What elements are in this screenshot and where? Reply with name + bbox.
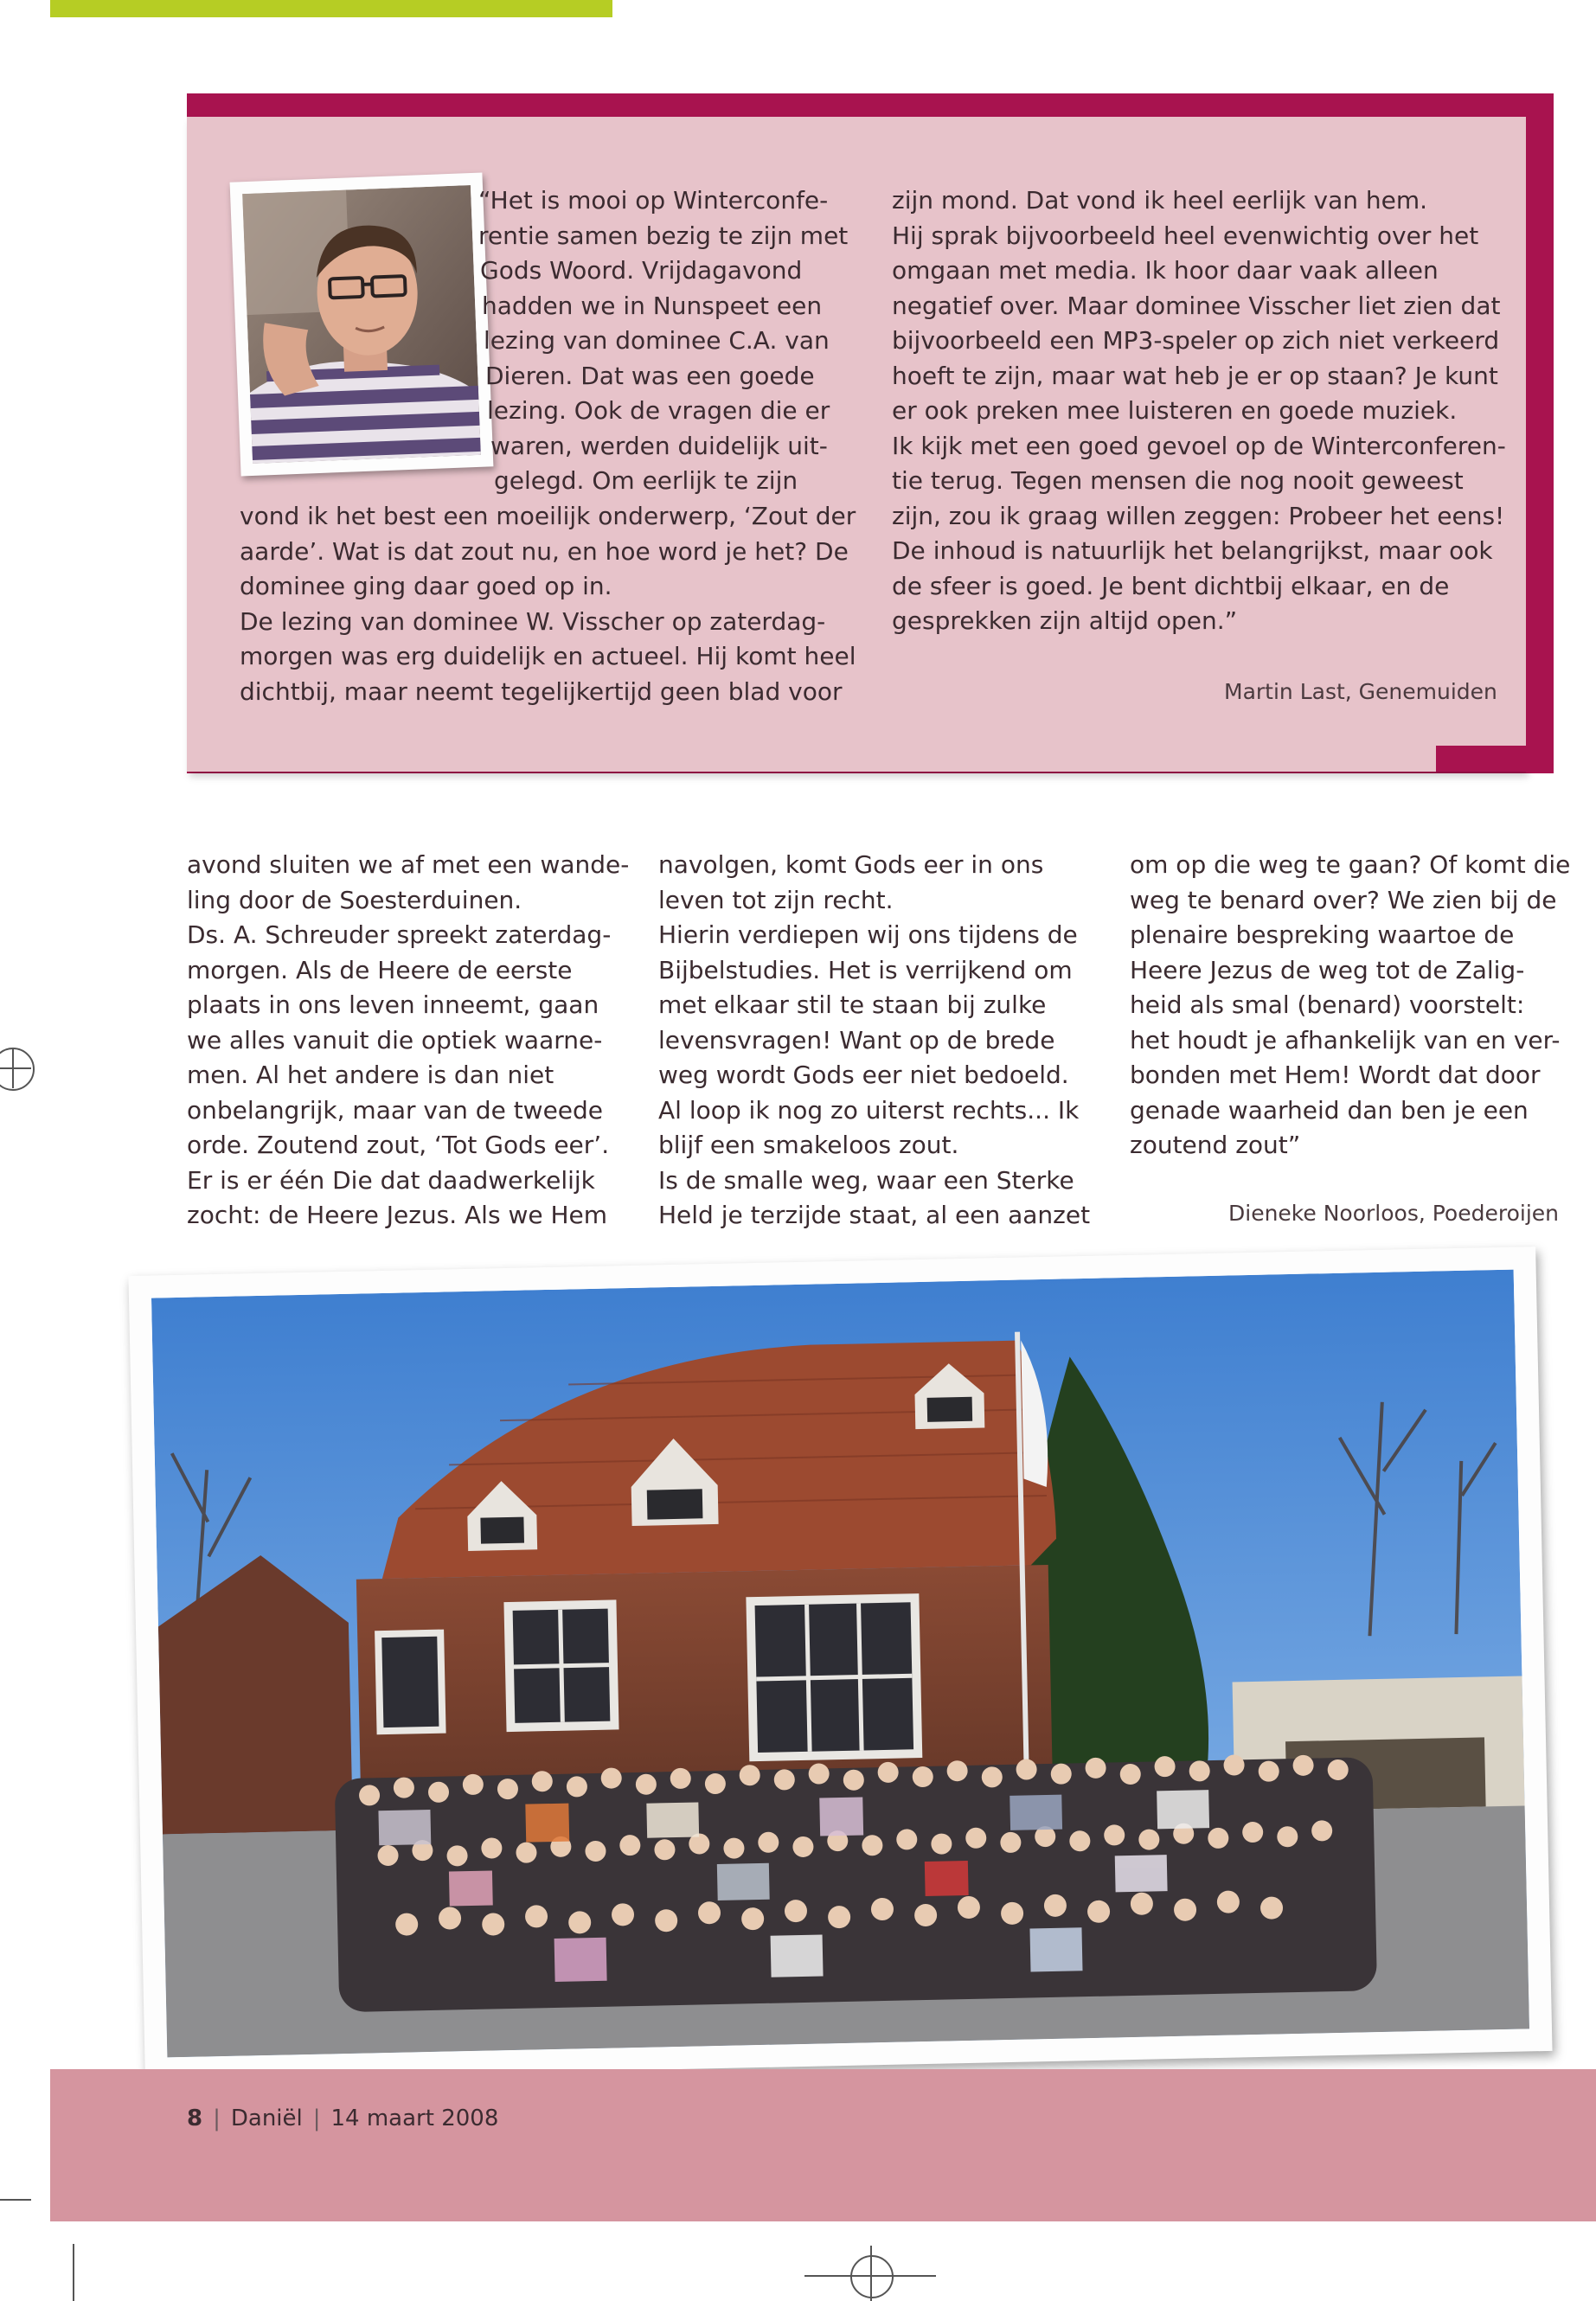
page-footer [187,2106,498,2131]
quote-line: dominee ging daar goed op in. [240,572,612,600]
quote-line: De inhoud is natuurlijk het belangrijkst, maar ook [892,536,1493,565]
issue-date: 14 maart 2008 [330,2106,499,2131]
quote-line: Hij sprak bijvoorbeeld heel evenwichtig over het [892,221,1479,250]
article-line: weg wordt Gods eer niet bedoeld. [658,1061,1069,1089]
quote-line: omgaan met media. Ik hoor daar vaak alleen [892,256,1439,285]
article-line: levensvragen! Want op de brede [658,1025,1055,1054]
article-line: orde. Zoutend zout, ‘Tot Gods eer’. [187,1131,610,1159]
article-line: Is de smalle weg, waar een Sterke [658,1165,1074,1195]
registration-mark [0,1048,35,1091]
article-line: avond sluiten we af met een wande- [187,850,630,879]
article-line: weg te benard over? We zien bij de [1130,885,1557,914]
article-line: genade waarheid dan ben je een [1130,1095,1529,1125]
article-line: Er is er één Die dat daadwerkelijk [187,1165,595,1195]
article-column-2 [658,848,1090,1234]
quote-line: “Het is mooi op Winterconfe- [478,186,829,215]
article-line: navolgen, komt Gods eer in ons [658,850,1044,879]
quote-line: gelegd. Om eerlijk te zijn [494,466,798,495]
footer-separator: | [312,2106,321,2131]
group-photo-image [151,1270,1529,2058]
article-line: Bijbelstudies. Het is verrijkend om [658,955,1073,984]
quote-line: tie terug. Tegen mensen die nog nooit geweest [892,466,1464,495]
portrait-image [242,185,481,464]
quote-line: bijvoorbeeld een MP3-speler op zich niet verkeerd [892,326,1500,355]
quote-line: waren, werden duidelijk uit- [490,431,828,460]
quote-box-stripe-right [1526,93,1554,772]
portrait-photo [230,173,494,477]
footer-separator: | [213,2106,221,2131]
article-line: zocht: de Heere Jezus. Als we Hem [187,1201,608,1229]
quote-line: Gods Woord. Vrijdagavond [480,256,803,285]
quote-line: Dieren. Dat was een goede [485,361,815,390]
crop-mark [73,2244,74,2301]
article-line: Held je terzijde staat, al een aanzet [658,1201,1091,1229]
footer-band [50,2069,1596,2221]
article-line: plaats in ons leven inneemt, gaan [187,990,599,1019]
article-line: met elkaar stil te staan bij zulke [658,990,1047,1019]
quote-line: Ik kijk met een goed gevoel op de Winterconferen- [892,431,1506,460]
quote1-intro [478,183,848,499]
article-line: Hierin verdiepen wij ons tijdens de [658,920,1078,949]
top-accent-bar [50,0,612,17]
article-line: ling door de Soesterduinen. [187,885,522,914]
quote-line: hadden we in Nunspeet een [482,291,823,320]
quote-line: vond ik het best een moeilijk onderwerp, ‘Zout der [240,502,856,530]
article-line: bonden met Hem! Wordt dat door [1130,1061,1541,1089]
article-line: Heere Jezus de weg tot de Zalig- [1130,955,1525,984]
quote-line: er ook preken mee luisteren en goede muziek. [892,396,1458,425]
quote-line: lezing van dominee C.A. van [484,326,830,355]
quote-box-stripe-bottom [1436,746,1554,772]
quote-line: zijn mond. Dat vond ik heel eerlijk van hem. [892,186,1428,215]
quote-line: aarde’. Wat is dat zout nu, en hoe word je het? De [240,536,849,566]
quote1-body-left [240,499,856,709]
article-line: leven tot zijn recht. [658,885,894,914]
article-line: het houdt je afhankelijk van en ver- [1130,1025,1561,1054]
quote-line: hoeft te zijn, maar wat heb je er op staan? Je kunt [892,361,1498,390]
article-line: heid als smal (benard) voorstelt: [1130,990,1525,1019]
registration-mark [850,2255,894,2298]
article-line: men. Al het andere is dan niet [187,1061,554,1089]
article-signature: Dieneke Noorloos, Poederoijen [1228,1201,1559,1226]
article-line: om op die weg te gaan? Of komt die [1130,850,1571,879]
article-line: morgen. Als de Heere de eerste [187,955,573,984]
quote-line: dichtbij, maar neemt tegelijkertijd geen blad voor [240,676,843,706]
article-line: Al loop ik nog zo uiterst rechts... Ik [658,1095,1080,1125]
group-photo [128,1247,1552,2080]
quote-line: rentie samen bezig te zijn met [478,221,849,250]
quote1-body-right [892,183,1506,639]
crowd [335,1752,1378,2012]
article-line: plenaire bespreking waartoe de [1130,920,1515,949]
quote-line: negatief over. Maar dominee Visscher liet zien dat [892,291,1501,320]
quote-line: lezing. Ook de vragen die er [487,396,830,425]
article-line: Ds. A. Schreuder spreekt zaterdag- [187,920,612,949]
article-column-1 [187,848,629,1234]
quote-line: de sfeer is goed. Je bent dichtbij elkaar, en de [892,571,1450,600]
crop-mark [0,2199,31,2201]
quote-line: gesprekken zijn altijd open.” [892,606,1238,635]
quote-line: zijn, zou ik graag willen zeggen: Probeer het eens! [892,501,1505,530]
article-column-3 [1130,848,1570,1163]
quote-line: De lezing van dominee W. Visscher op zaterdag- [240,606,826,636]
article-line: zoutend zout” [1130,1131,1301,1159]
quote1-signature: Martin Last, Genemuiden [1224,679,1497,704]
page-number: 8 [187,2106,203,2131]
quote-line: morgen was erg duidelijk en actueel. Hij komt heel [240,642,856,670]
article-line: blijf een smakeloos zout. [658,1131,959,1159]
article-line: onbelangrijk, maar van de tweede [187,1095,604,1125]
magazine-name: Daniël [230,2106,303,2131]
article-line: we alles vanuit die optiek waarne- [187,1025,603,1054]
